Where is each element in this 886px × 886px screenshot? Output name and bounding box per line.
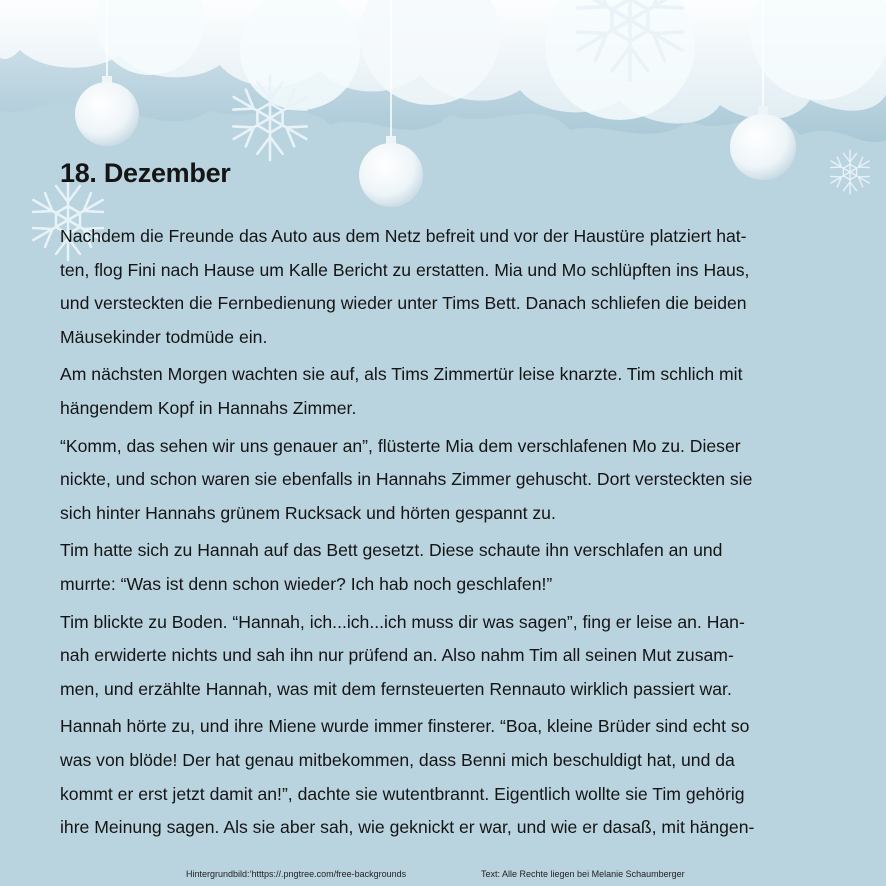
page-title: 18. Dezember bbox=[60, 158, 231, 188]
text-line: kommt er erst jetzt damit an!”, dachte sie wutentbrannt. Eigentlich wollte sie Tim gehörig bbox=[60, 783, 745, 804]
text-line: nickte, und schon waren sie ebenfalls in Hannahs Zimmer gehuscht. Dort versteckten sie bbox=[60, 469, 753, 490]
text-line: ihre Meinung sagen. Als sie aber sah, wie geknickt er war, und wie er dasaß, mit hängen- bbox=[60, 817, 755, 838]
paragraph-2 bbox=[60, 358, 820, 425]
paragraph-3 bbox=[60, 430, 820, 531]
text-line: Tim hatte sich zu Hannah auf das Bett gesetzt. Diese schaute ihn verschlafen an und bbox=[60, 540, 723, 561]
text-line: Nachdem die Freunde das Auto aus dem Netz befreit und vor der Haustüre platziert hat- bbox=[60, 226, 747, 246]
text-line: und versteckten die Fernbedienung wieder unter Tims Bett. Danach schliefen die beiden bbox=[60, 293, 747, 314]
text-line: Mäusekinder todmüde ein. bbox=[60, 326, 268, 347]
paragraph-1 bbox=[60, 220, 820, 354]
text-line: men, und erzählte Hannah, was mit dem fernsteuerten Rennauto wirklich passiert war. bbox=[60, 678, 732, 699]
text-line: Hannah hörte zu, und ihre Miene wurde immer finsterer. “Boa, kleine Brüder sind echt so bbox=[60, 716, 750, 737]
paragraph-4 bbox=[60, 534, 820, 601]
text-line: Tim blickte zu Boden. “Hannah, ich...ich...ich muss dir was sagen”, fing er leise an. Han- bbox=[60, 611, 745, 632]
text-line: nah erwiderte nichts und sah ihn nur prüfend an. Also nahm Tim all seinen Mut zusam- bbox=[60, 645, 734, 666]
text-line: hängendem Kopf in Hannahs Zimmer. bbox=[60, 397, 357, 418]
text-credit: Text: Alle Rechte liegen bei Melanie Schaumberger bbox=[481, 869, 685, 879]
text-line: was von blöde! Der hat genau mitbekommen, dass Benni mich beschuldigt hat, und da bbox=[60, 749, 735, 770]
text-line: murrte: “Was ist denn schon wieder? Ich hab noch geschlafen!” bbox=[60, 573, 553, 594]
background-credit: Hintergrundbild:‘htttps://.pngtree.com/free-backgrounds bbox=[186, 869, 407, 879]
paragraph-6 bbox=[60, 710, 820, 844]
text-line: ten, flog Fini nach Hause um Kalle Bericht zu erstatten. Mia und Mo schlüpften ins Haus, bbox=[60, 259, 750, 280]
text-line: sich hinter Hannahs grünem Rucksack und hörten gespannt zu. bbox=[60, 502, 556, 523]
snowflake-icon bbox=[831, 150, 870, 194]
text-line: Am nächsten Morgen wachten sie auf, als Tims Zimmertür leise knarzte. Tim schlich mit bbox=[60, 364, 743, 385]
paragraph-5 bbox=[60, 606, 820, 707]
story-text bbox=[60, 220, 820, 849]
text-line: “Komm, das sehen wir uns genauer an”, flüsterte Mia dem verschlafenen Mo zu. Dieser bbox=[60, 435, 741, 456]
